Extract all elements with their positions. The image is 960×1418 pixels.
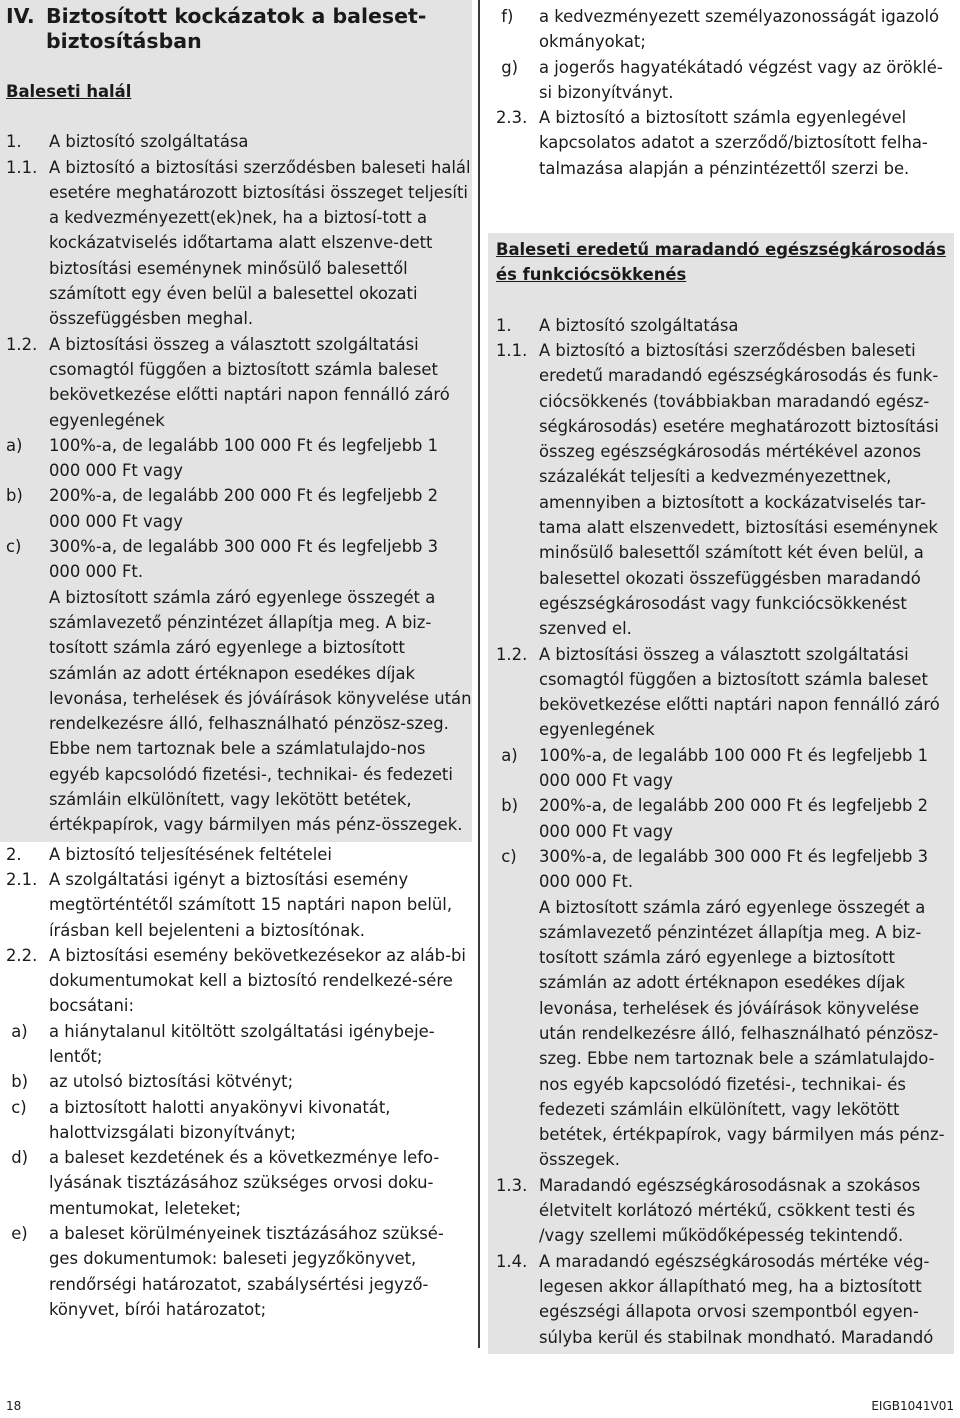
heading-death: Baleseti halál [6,82,132,101]
list-item: f) a kedvezményezett személyazonosságát igazoló okmányokat; [501,7,940,52]
right-column [488,0,954,1354]
right-top-block [488,0,954,181]
list-item: a) a hiánytalanul kitöltött szolgáltatási igénybeje-lentőt; [11,1021,435,1066]
section-title [6,4,472,54]
list-item: g) a jogerős hagyatékátadó végzést vagy az öröklé-si bizonyítványt. [501,57,943,102]
section-number: IV. [6,4,35,28]
column-divider [478,0,480,1348]
clause-1: 1. A biztosító szolgáltatása [6,132,249,152]
left-white-block [0,842,472,1323]
document-code: EIGB1041V01 [871,1399,954,1413]
clause-2: 2. A biztosító teljesítésének feltételei [6,844,332,864]
list-item: c) 300%-a, de legalább 300 000 Ft és legfeljebb 3 000 000 Ft. [6,537,439,582]
section-title-line2: biztosításban [46,29,202,53]
page-number: 18 [6,1399,22,1413]
clause-1-3: 1.3. Maradandó egészségkárosodásnak a szokásos életvitelt korlátozó mértékű, csökkent testi és /vagy szellemi működőképesség tekintendő. [496,1175,921,1246]
clause-1-4: 1.4. A maradandó egészségkárosodás mértéke vég-legesen akkor állapítható meg, ha a biztosított egészségi állapota orvosi szempontból egyen-súlyba kerül és stabilnak mondható. Maradandó [496,1251,934,1347]
list-item: a) 100%-a, de legalább 100 000 Ft és legfeljebb 1 000 000 Ft vagy [501,745,929,791]
list-item: b) 200%-a, de legalább 200 000 Ft és legfeljebb 2 000 000 Ft vagy [6,486,439,531]
clause-1-2-note: A biztosított számla záró egyenlege összegét a számlavezető pénzintézet állapítja meg. A biz-tosított számla záró egyenlege a biztosított számlán az adott értéknapon esedékes díjak levonása, terhelések és jóváírások könyvelése után rendelkezésre álló, felhasználható pénzösz-szeg. Ebbe nem tartoznak bele a számlatulajdo-nos egyéb kapcsolódó fizetési-, technikai- és fedezeti számláin elkülönített, vagy lekötött betétek, értékpapírok, vagy bármilyen más pénz-összegek. [49,587,472,835]
clause-1-2: 1.2. A biztosítási összeg a választott szolgáltatási csomagtól függően a biztosított számla baleset bekövetkezése előtti naptári napon fennálló záró egyenlegének [6,334,450,430]
clause-2-2: 2.2. A biztosítási esemény bekövetkezésekor az aláb-bi dokumentumokat kell a biztosító rendelkezé-sére bocsátani: [6,945,466,1016]
list-item: a) 100%-a, de legalább 100 000 Ft és legfeljebb 1 000 000 Ft vagy [6,435,439,481]
list-item: c) 300%-a, de legalább 300 000 Ft és legfeljebb 3 000 000 Ft. [501,846,929,892]
left-column [0,0,472,1322]
section-title-line1: Biztosított kockázatok a baleset- [46,4,427,28]
left-gray-block [0,0,472,842]
clause-2-1: 2.1. A szolgáltatási igényt a biztosítási esemény megtörténtétől számított 15 naptári napon belül, írásban kell bejelenteni a biztosítónak. [6,869,453,940]
clause-1-2: 1.2. A biztosítási összeg a választott szolgáltatási csomagtól függően a biztosított számla baleset bekövetkezése előtti naptári napon fennálló záró egyenlegének [496,644,940,740]
list-item: b) 200%-a, de legalább 200 000 Ft és legfeljebb 2 000 000 Ft vagy [501,796,929,841]
clause-1-2-note: A biztosított számla záró egyenlege összegét a számlavezető pénzintézet állapítja meg. A biz-tosított számla záró egyenlege a biztosított számlán az adott értéknapon esedékes díjak levonása, terhelések és jóváírások könyvelése után rendelkezésre álló, felhasználható pénzösz-szeg. Ebbe nem tartoznak bele a számlatulajdo-nos egyéb kapcsolódó fizetési-, technikai- és fedezeti számláin elkülönített, vagy lekötött betétek, értékpapírok, vagy bármilyen más pénz-összegek. [539,897,945,1170]
list-item: e) a baleset körülményeinek tisztázásához szüksé-ges dokumentumok: baleseti jegyzőkönyvet, rendőrségi határozatot, szabálysértési jegyző-könyvet, bírói határozatot; [11,1224,444,1319]
list-item: b) az utolsó biztosítási kötvényt; [11,1072,294,1092]
list-item: c) a biztosított halotti anyakönyvi kivonatát, halottvizsgálati bizonyítványt; [11,1097,391,1142]
clause-2-3: 2.3. A biztosító a biztosított számla egyenlegével kapcsolatos adatot a szerződő/biztosított felha-talmazása alapján a pénzintézettől szerzi be. [496,108,928,178]
list-item: d) a baleset kezdetének és a következménye lefo-lyásának tisztázásához szükséges orvosi doku-mentumokat, leleteket; [11,1148,440,1218]
clause-1-1: 1.1. A biztosító a biztosítási szerződésben baleseti eredetű maradandó egészségkárosodás és funk-ciócsökkenés (továbbiakban maradandó egész-ségkárosodás) esetére meghatározott biztosítási összeg egészségkárosodás mértékével azonos százalékát teljesíti a kedvezményezettnek, amennyiben a biztosított a kockázatviselés tar-tama alatt elszenvedett, biztosítási eseménynek minősülő balesettől számított két éven belül, a balesettel okozati összefüggésben maradandó egészségkárosodást vagy funkciócsökkenést szenved el. [496,340,939,639]
right-gray-block [488,233,954,1354]
clause-1-1: 1.1. A biztosító a biztosítási szerződésben baleseti halál esetére meghatározott biztosítási összeget teljesíti a kedvezményezett(ek)nek, ha a biztosí-tott a kockázatviselés időtartama alatt elszenve-dett biztosítási eseménynek minősülő balesettől számított egy éven belül a balesettel okozati összefüggésben meghal. [6,157,471,329]
heading-disability: Baleseti eredetű maradandó egészségkárosodás és funkciócsökkenés [496,240,946,285]
clause-1: 1. A biztosító szolgáltatása [496,315,739,335]
